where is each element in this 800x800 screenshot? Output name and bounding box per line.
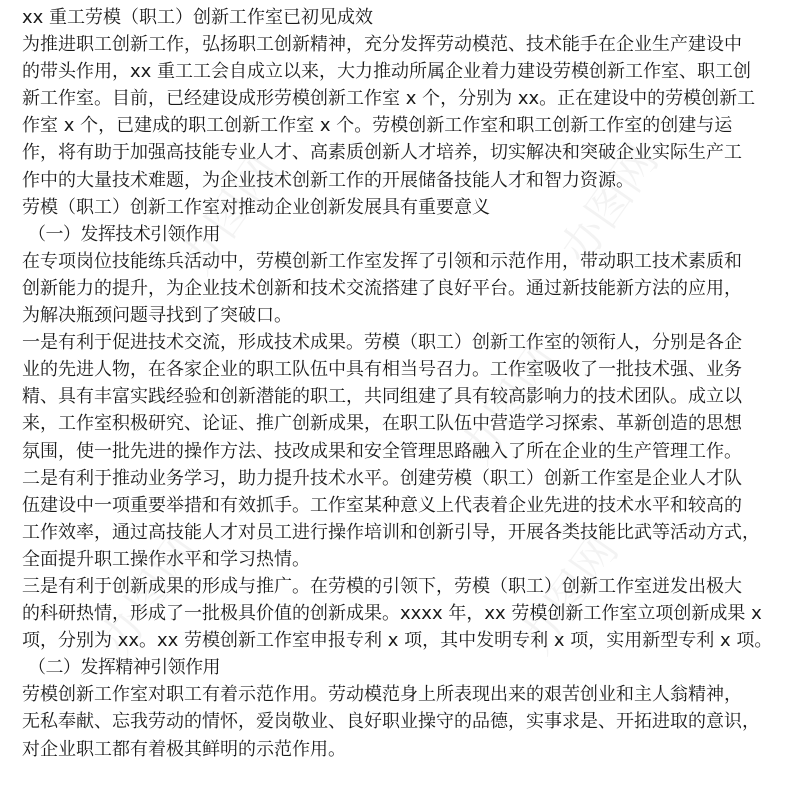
text-line: 氛围，使一批先进的操作方法、技改成果和安全管理思路融入了所在企业的生产管理工作。	[22, 440, 742, 462]
text-line: 作，将有助于加强高技能专业人才、高素质创新人才培养，切实解决和突破企业实际生产工	[22, 142, 742, 164]
text-line: 工作效率，通过高技能人才对员工进行操作培训和创新引导，开展各类技能比武等活动方式，	[22, 521, 760, 543]
subheading-line: （一）发挥技术引领作用	[28, 223, 220, 245]
text-line: 作中的大量技术难题，为企业技术创新工作的开展储备技能人才和智力资源。	[22, 169, 634, 191]
text-line: 为推进职工创新工作，弘扬职工创新精神，充分发挥劳动模范、技术能手在企业生产建设中	[22, 34, 742, 56]
text-line: 二是有利于推动业务学习，助力提升技术水平。创建劳模（职工）创新工作室是企业人才队	[22, 467, 742, 489]
text-line: 一是有利于促进技术交流，形成技术成果。劳模（职工）创新工作室的领衔人，分别是各企	[22, 332, 742, 354]
subheading-line: （二）发挥精神引领作用	[28, 657, 220, 679]
text-line: 劳模创新工作室对职工有着示范作用。劳动模范身上所表现出来的艰苦创业和主人翁精神，	[22, 684, 742, 706]
text-line: 为解决瓶颈问题寻找到了突破口。	[22, 305, 292, 327]
text-line: 在专项岗位技能练兵活动中，劳模创新工作室发挥了引领和示范作用，带动职工技术素质和	[22, 250, 742, 272]
heading-line: xx 重工劳模（职工）创新工作室已初见成效	[22, 7, 374, 28]
text-line: 伍建设中一项重要举措和有效抓手。工作室某种意义上代表着企业先进的技术水平和较高的	[22, 494, 742, 516]
text-line: 全面提升职工操作水平和学习热情。	[22, 548, 310, 570]
text-line: 作室 x 个，已建成的职工创新工作室 x 个。劳模创新工作室和职工创新工作室的创建与运	[22, 115, 733, 137]
text-line: 创新能力的提升，为企业技术创新和技术交流搭建了良好平台。通过新技能新方法的应用，	[22, 277, 742, 299]
text-line: 的科研热情，形成了一批极具价值的创新成果。xxxx 年，xx 劳模创新工作室立项创新成果 x	[22, 603, 762, 625]
text-line: 三是有利于创新成果的形成与推广。在劳模的引领下，劳模（职工）创新工作室迸发出极大	[22, 575, 742, 597]
text-line: 无私奉献、忘我劳动的情怀，爱岗敬业、良好职业操守的品德，实事求是、开拓进取的意识，	[22, 711, 760, 733]
text-line: 的带头作用，xx 重工工会自成立以来，大力推动所属企业着力建设劳模创新工作室、职工创	[22, 61, 752, 83]
text-line: 项，分别为 xx。xx 劳模创新工作室申报专利 x 项，其中发明专利 x 项，实用新型专利 x 项。	[22, 630, 773, 652]
text-line: 来，工作室积极研究、论证、推广创新成果，在职工队伍中营造学习探索、革新创造的思想	[22, 413, 742, 435]
text-line: 新工作室。目前，已经建设成形劳模创新工作室 x 个，分别为 xx。正在建设中的劳模创新工	[22, 88, 756, 110]
text-line: 业的先进人物，在各家企业的职工队伍中具有相当号召力。工作室吸收了一批技术强、业务	[22, 359, 742, 381]
text-line: 精、具有丰富实践经验和创新潜能的职工，共同组建了具有较高影响力的技术团队。成立以	[22, 386, 742, 408]
document-body	[22, 4, 780, 763]
text-line: 对企业职工都有着极其鲜明的示范作用。	[22, 738, 346, 760]
heading-line: 劳模（职工）创新工作室对推动企业创新发展具有重要意义	[22, 196, 490, 218]
